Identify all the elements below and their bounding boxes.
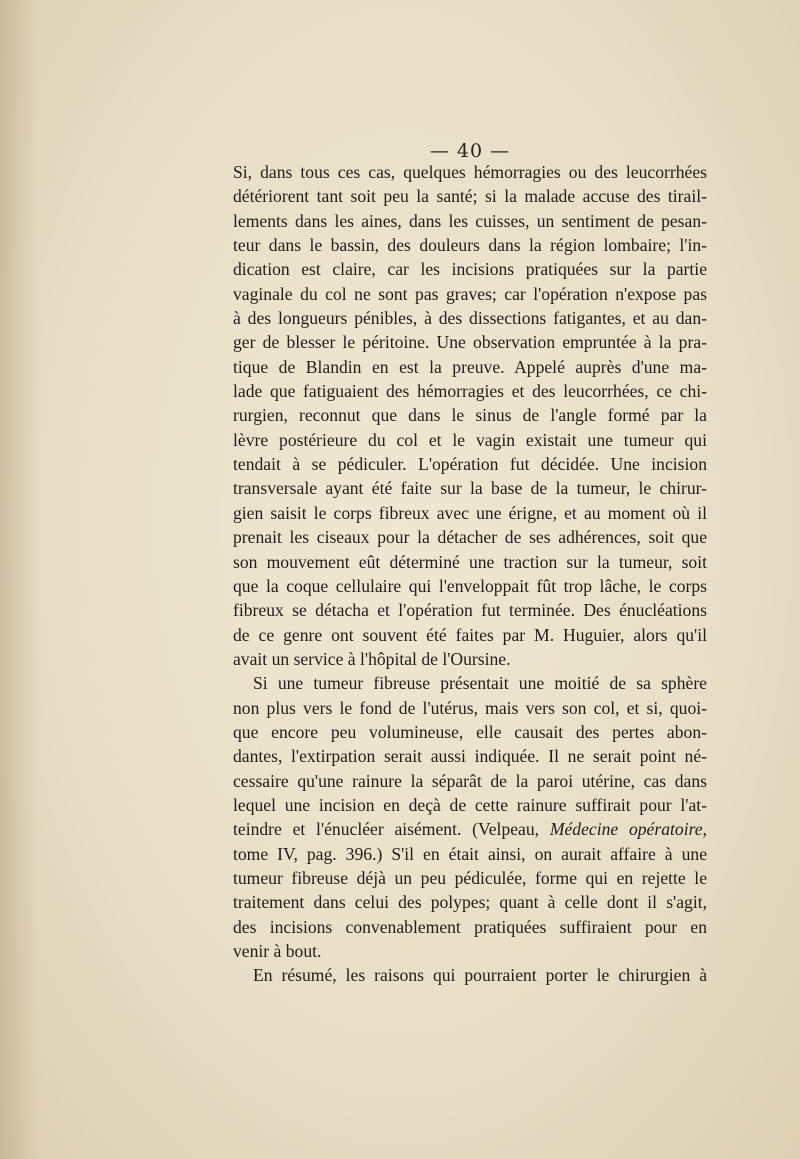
text-line: lade que fatiguaient des hémorragies et des leucorrhées, ce chi- (233, 381, 707, 402)
text-line: vaginale du col ne sont pas graves; car l'opération n'expose pas (233, 283, 707, 304)
italic-title: Médecine opératoire (549, 819, 703, 840)
text-line: Si une tumeur fibreuse présentait une moitié de sa sphère (253, 673, 707, 694)
text-line: à des longueurs pénibles, à des dissections fatigantes, et au dan- (233, 308, 707, 329)
text-line: des incisions convenablement pratiquées suffiraient pour en (233, 916, 707, 937)
text-line: de ce genre ont souvent été faites par M. Huguier, alors qu'il (233, 624, 707, 645)
text-line: dication est claire, car les incisions pratiquées sur la partie (233, 259, 707, 280)
text-line: son mouvement eût déterminé une traction sur la tumeur, soit (233, 551, 707, 572)
text-line: prenait les ciseaux pour la détacher de ses adhérences, soit que (233, 527, 707, 548)
text-line: lequel une incision en deçà de cette rainure suffirait pour l'at- (233, 794, 707, 815)
text-line: ger de blesser le péritoine. Une observation empruntée à la pra- (233, 332, 707, 353)
body-text (233, 160, 707, 988)
text-line: teur dans le bassin, des douleurs dans la région lombaire; l'in- (233, 235, 707, 256)
text-line: avait un service à l'hôpital de l'Oursine. (233, 648, 511, 669)
text-line: transversale ayant été faite sur la base de la tumeur, le chirur- (233, 478, 707, 499)
text-line: venir à bout. (233, 941, 322, 961)
text-line: tumeur fibreuse déjà un peu pédiculée, forme qui en rejette le (233, 867, 707, 888)
text-line: détériorent tant soit peu la santé; si la malade accuse des tirail- (233, 186, 707, 207)
text-line: tendait à se pédiculer. L'opération fut décidée. Une incision (233, 454, 707, 475)
text-line: Si, dans tous ces cas, quelques hémorragies ou des leucorrhées (233, 162, 707, 182)
text-line: lements dans les aines, dans les cuisses, un sentiment de pesan- (233, 210, 707, 231)
text-line: dantes, l'extirpation serait aussi indiquée. Il ne serait point né- (233, 746, 707, 767)
text-line: lèvre postérieure du col et le vagin existait une tumeur qui (233, 429, 707, 450)
text-line: que la coque cellulaire qui l'enveloppait fût trop lâche, le corps (233, 575, 707, 596)
text-line: traitement dans celui des polypes; quant à celle dont il s'agit, (233, 892, 707, 913)
text-line: rurgien, reconnut que dans le sinus de l'angle formé par la (233, 405, 707, 426)
text-line: non plus vers le fond de l'utérus, mais vers son col, et si, quoi- (233, 697, 707, 718)
text-line: que encore peu volumineuse, elle causait des pertes abon- (233, 721, 707, 742)
text-line: tique de Blandin en est la preuve. Appelé auprès d'une ma- (233, 356, 707, 377)
text-line: teindre et l'énucléer aisément. (Velpeau, Médecine opératoire, (233, 819, 707, 840)
page-number: — 40 — (429, 140, 511, 162)
text-line: gien saisit le corps fibreux avec une érigne, et au moment où il (233, 502, 707, 523)
text-line: En résumé, les raisons qui pourraient porter le chirurgien à (253, 965, 707, 986)
text-line: cessaire qu'une rainure la séparât de la paroi utérine, cas dans (233, 770, 707, 791)
text-line: fibreux se détacha et l'opération fut terminée. Des énucléations (233, 600, 707, 621)
text-line: tome IV, pag. 396.) S'il en était ainsi, on aurait affaire à une (233, 843, 707, 864)
